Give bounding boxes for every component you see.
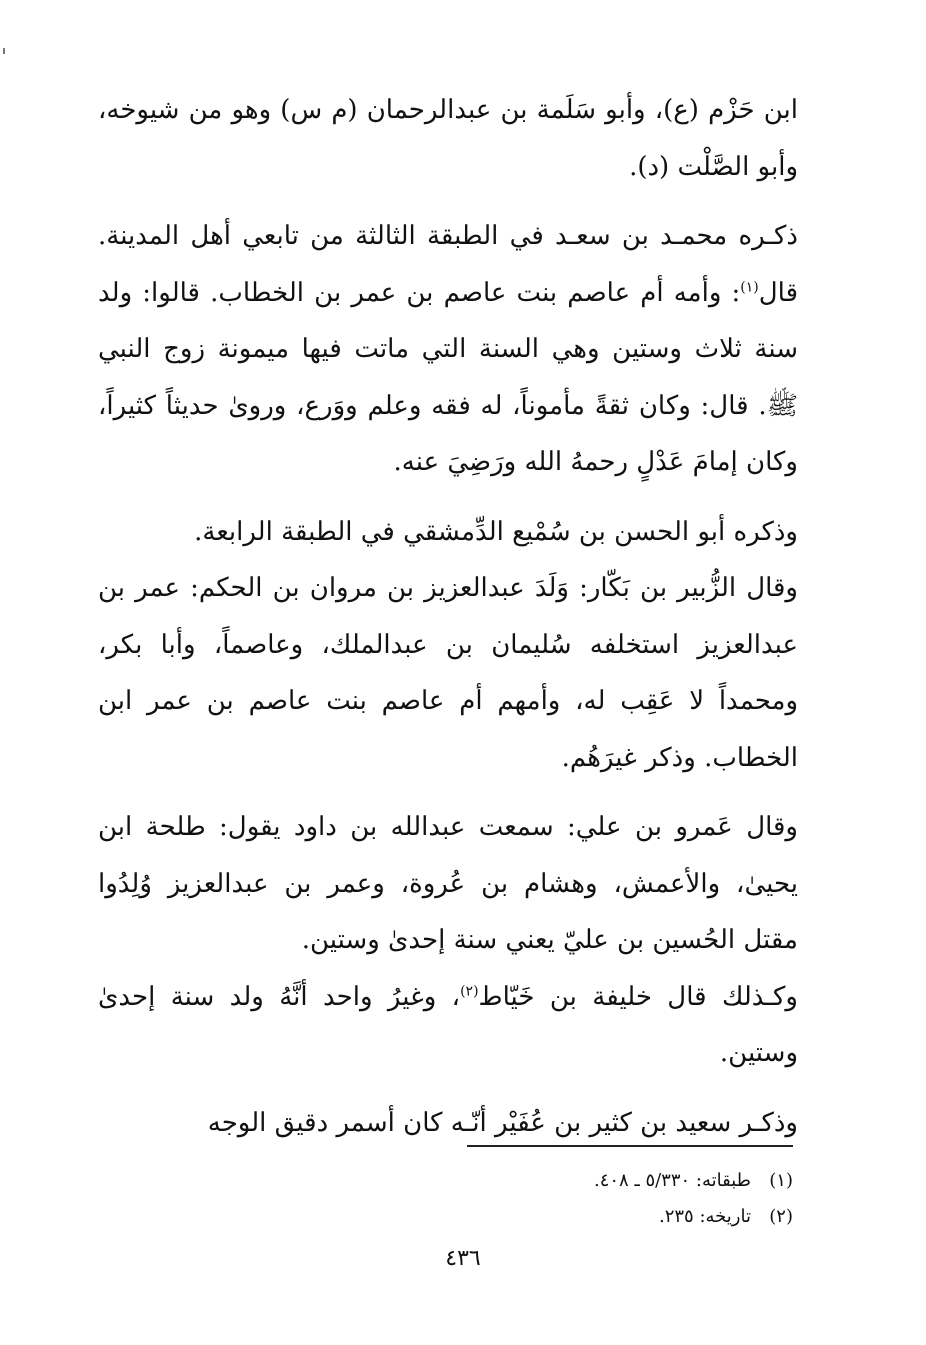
- paragraph-3: وذكره أبو الحسن بن سُمْيع الدِّمشقي في الطبقة الرابعة.: [194, 516, 798, 547]
- footnote-1: [333, 1163, 793, 1199]
- paragraph-1: ابن حَزْم (ع)، وأبو سَلَمة بن عبدالرحمان (م س) وهو من شيوخه، وأبو الصَّلْت (د).: [98, 95, 798, 182]
- scan-speck: [3, 48, 5, 54]
- footnotes: [333, 1163, 793, 1235]
- footnote-2: [333, 1199, 793, 1235]
- footnote-separator: [467, 1145, 793, 1147]
- footnote-number: (٢): [769, 1206, 793, 1227]
- footnote-ref-1: (١): [740, 278, 759, 295]
- footnote-text: تاريخه: ٢٣٥.: [658, 1206, 751, 1227]
- footnote-text: طبقاته: ٥/٣٣٠ ـ ٤٠٨.: [593, 1170, 751, 1191]
- paragraph-5: وقال عَمرو بن علي: سمعت عبدالله بن داود يقول: طلحة ابن يحيىٰ، والأعمش، وهشام بن عُروة، وعمر بن عبدالعزيز وُلِدُوا مقتل الحُسين بن عليّ يعني سنة إحدىٰ وستين.: [98, 812, 798, 955]
- main-text: [98, 82, 798, 1151]
- footnote-ref-2: (٢): [460, 982, 479, 999]
- paragraph-2-part-b: : وأمه أم عاصم بنت عاصم بن عمر بن الخطاب. قالوا: ولد سنة ثلاث وستين وهي السنة التي ماتت فيها ميمونة زوج النبي ﷺ. قال: وكان ثقةً مأموناً، له فقه وعلم ووَرع، وروىٰ حديثاً كثيراً، وكان إمامَ عَدْلٍ رحمهُ الله ورَضِيَ عنه.: [98, 277, 798, 477]
- paragraph-4: وقال الزُّبير بن بَكّار: وَلَدَ عبدالعزيز بن مروان بن الحكم: عمر بن عبدالعزيز استخلفه سُليمان بن عبدالملك، وعاصماً، وأبا بكر، ومحمداً لا عَقِب له، وأمهم أم عاصم بنت عاصم بن عمر ابن الخطاب. وذكر غيرَهُم.: [98, 573, 798, 773]
- paragraph-6-part-b: ، وغيرُ واحد أنَّهُ ولد سنة إحدىٰ وستين.: [98, 981, 798, 1068]
- footnote-number: (١): [769, 1170, 793, 1191]
- paragraph-7: وذكـر سعيد بن كثير بن عُفَيْر أنّـه كان أسمر دقيق الوجه: [207, 1107, 798, 1138]
- paragraph-6-part-a: وكـذلك قال خليفة بن خَيّاط: [478, 981, 798, 1012]
- paragraph-2-part-a: ذكـره محمـد بن سعـد في الطبقة الثالثة من تابعي أهل المدينة. قال: [98, 221, 799, 308]
- paragraph-2: [98, 208, 798, 491]
- page-number: ٤٣٦: [445, 1246, 481, 1271]
- paragraph-6: [98, 969, 798, 1082]
